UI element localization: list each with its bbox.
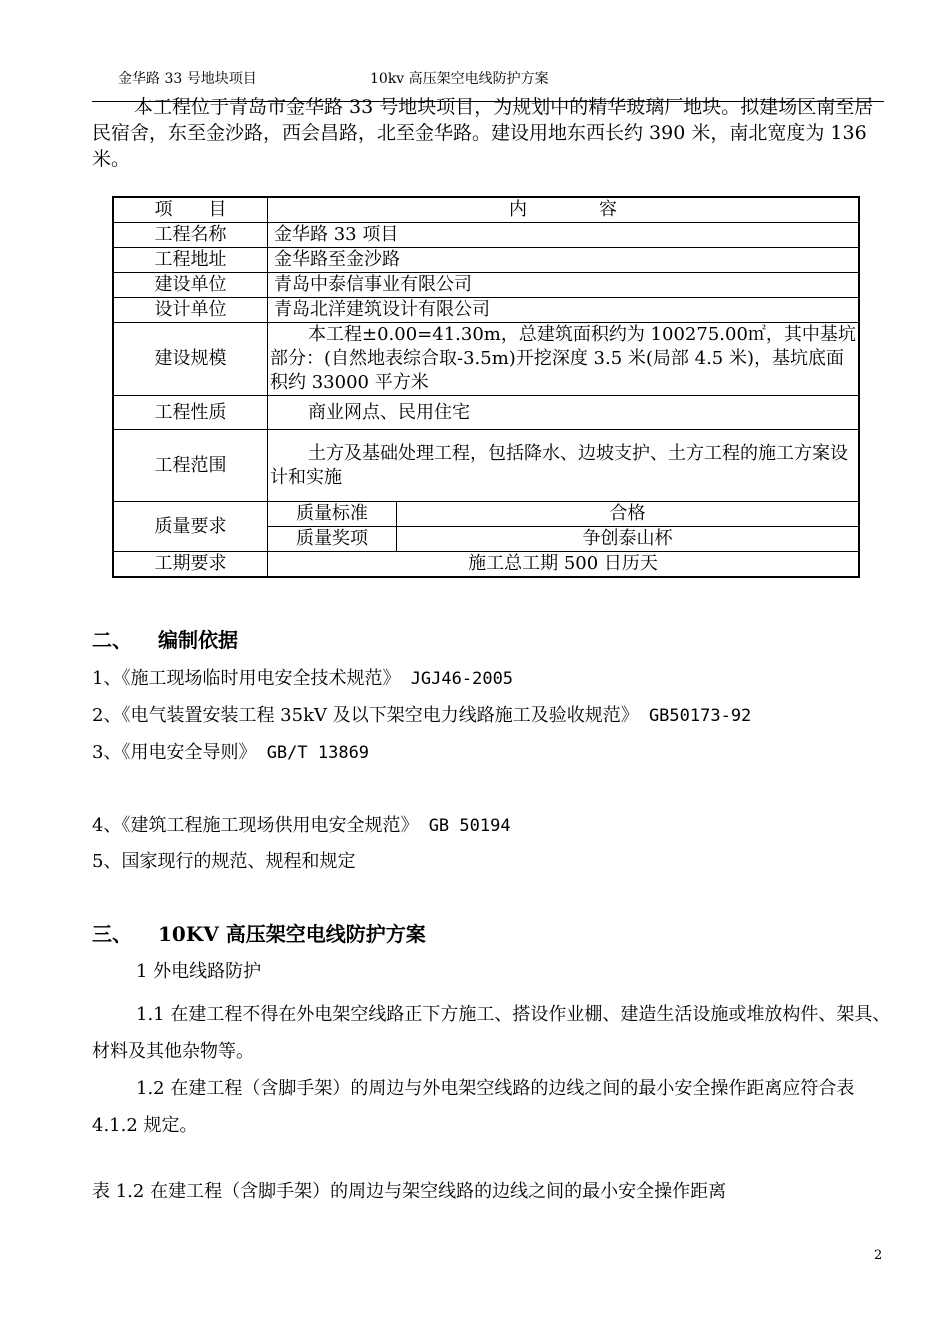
nature-value: 商业网点、民用住宅	[268, 396, 860, 430]
table-head-item: 项 目	[113, 197, 268, 223]
section2-title: 编制依据	[158, 628, 238, 652]
section3-title: 10KV 高压架空电线防护方案	[158, 922, 426, 946]
page-number: 2	[874, 1248, 883, 1263]
row-label: 工程名称	[113, 223, 268, 248]
table-header-row	[113, 197, 859, 223]
row-label: 设计单位	[113, 298, 268, 323]
section2-heading	[92, 628, 892, 652]
scale-label: 建设规模	[113, 323, 268, 396]
nature-label: 工程性质	[113, 396, 268, 430]
quality-std-label: 质量标准	[268, 502, 397, 527]
quality-award-label: 质量奖项	[268, 527, 397, 552]
section3-heading	[92, 922, 892, 946]
basis-code: GB/T 13869	[256, 743, 370, 763]
row-label: 建设单位	[113, 273, 268, 298]
list-item	[92, 814, 892, 838]
basis-text: 5、国家现行的规范、规程和规定	[92, 851, 356, 872]
project-info-table	[112, 196, 860, 578]
range-label: 工程范围	[113, 430, 268, 502]
basis-text: 3、《用电安全导则》	[92, 742, 257, 763]
row-value: 青岛中泰信事业有限公司	[268, 273, 860, 298]
quality-award-value: 争创泰山杯	[397, 527, 860, 552]
basis-text: 4、《建筑工程施工现场供用电安全规范》	[92, 815, 419, 836]
table-row	[113, 273, 859, 298]
range-value: 土方及基础处理工程，包括降水、边坡支护、土方工程的施工方案设计和实施	[268, 430, 860, 502]
row-value: 青岛北洋建筑设计有限公司	[268, 298, 860, 323]
basis-code: GB50173-92	[638, 706, 752, 726]
table-caption: 表 1.2 在建工程（含脚手架）的周边与架空线路的边线之间的最小安全操作距离	[92, 1181, 727, 1202]
list-item	[92, 704, 892, 728]
paragraph-1-2: 1.2 在建工程（含脚手架）的周边与外电架空线路的边线之间的最小安全操作距离应符合表 4.1.2 规定。	[92, 1078, 855, 1136]
header-left: 金华路 33 号地块项目	[118, 71, 257, 87]
table-row-scale	[113, 323, 859, 396]
subsection-title: 1 外电线路防护	[136, 961, 262, 982]
section3-number: 三、	[92, 922, 132, 946]
scale-value: 本工程±0.00=41.30m，总建筑面积约为 100275.00㎡，其中基坑部分：(自然地表综合取-3.5m)开挖深度 3.5 米(局部 4.5 米)，基坑底面积约 33000 平方米	[268, 323, 860, 396]
list-item	[92, 741, 892, 765]
row-value: 金华路 33 项目	[268, 223, 860, 248]
quality-std-value: 合格	[397, 502, 860, 527]
list-item	[92, 667, 892, 691]
intro-text: 本工程位于青岛市金华路 33 号地块项目，为规划中的精华玻璃厂地块。拟建场区南至居民宿舍，东至金沙路，西会昌路，北至金华路。建设用地东西长约 390 米，南北宽度为 136 米。	[92, 96, 874, 170]
table-row	[113, 223, 859, 248]
table-row	[113, 298, 859, 323]
period-value: 施工总工期 500 日历天	[268, 552, 860, 578]
quality-label: 质量要求	[113, 502, 268, 552]
basis-text: 1、《施工现场临时用电安全技术规范》	[92, 668, 401, 689]
row-label: 工程地址	[113, 248, 268, 273]
basis-code: JGJ46-2005	[400, 669, 514, 689]
table-row-range	[113, 430, 859, 502]
period-label: 工期要求	[113, 552, 268, 578]
table-row-quality-std	[113, 502, 859, 527]
basis-text: 2、《电气装置安装工程 35kV 及以下架空电力线路施工及验收规范》	[92, 705, 639, 726]
table-row-nature	[113, 396, 859, 430]
table-head-content: 内 容	[268, 197, 860, 223]
list-item	[92, 850, 892, 874]
section2-number: 二、	[92, 628, 132, 652]
table-row	[113, 248, 859, 273]
header-right: 10kv 高压架空电线防护方案	[370, 71, 549, 87]
basis-code: GB 50194	[418, 816, 511, 836]
table-row-period	[113, 552, 859, 578]
paragraph-1-1: 1.1 在建工程不得在外电架空线路正下方施工、搭设作业棚、建造生活设施或堆放构件、架具、材料及其他杂物等。	[92, 1004, 891, 1062]
intro-paragraph	[92, 94, 892, 172]
row-value: 金华路至金沙路	[268, 248, 860, 273]
